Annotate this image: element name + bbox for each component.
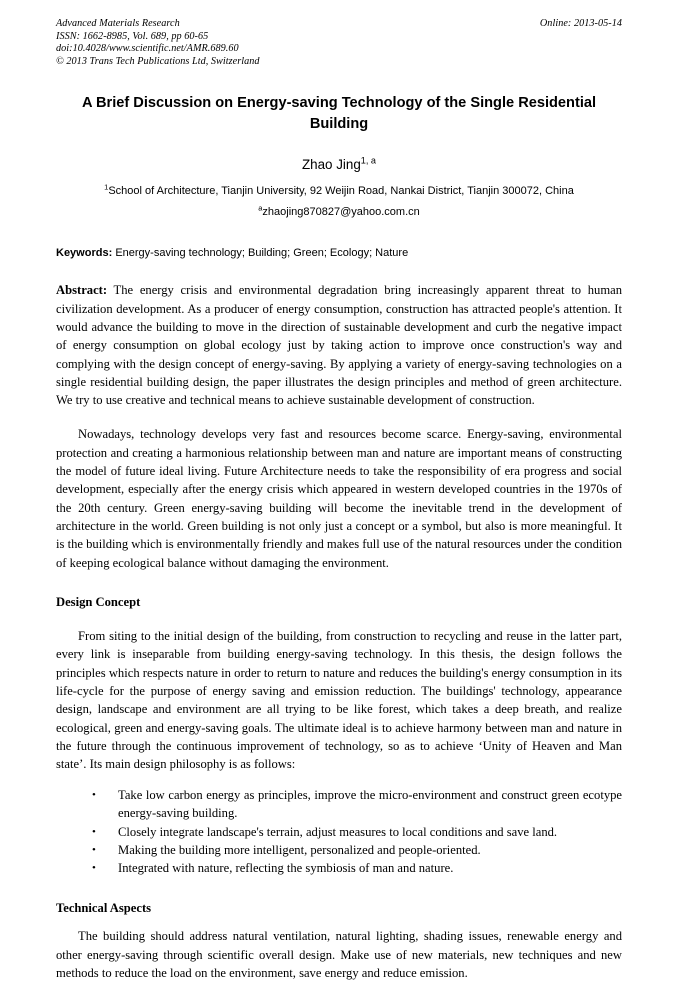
email-address: zhaojing870827@yahoo.com.cn bbox=[262, 206, 420, 219]
abstract-block bbox=[56, 281, 622, 409]
abstract-text: The energy crisis and environmental degradation bring increasingly apparent threat to human civilization development. As a producer of energy consumption, construction has attracted people's attention. It would advance the building to move in the direction of sustainable development and curb the negative impact of energy consumption on global ecology just by taking action to improve once construction's way and complying with the design concept of energy-saving. By applying a variety of energy-saving technologies on a single residential building design, the paper illustrates the design principles and method of green architecture. We try to use creative and technical means to achieve sustainable development of construction. bbox=[56, 283, 623, 408]
keywords-value: Energy-saving technology; Building; Green; Ecology; Nature bbox=[115, 247, 409, 260]
list-item: • Integrated with nature, reflecting the symbiosis of man and nature. bbox=[56, 859, 622, 877]
list-item: • Closely integrate landscape's terrain, adjust measures to local conditions and save land. bbox=[56, 823, 622, 841]
online-date: Online: 2013-05-14 bbox=[539, 18, 622, 29]
journal-header bbox=[56, 18, 622, 68]
section-heading-design-concept: Design Concept bbox=[56, 594, 141, 609]
journal-name: Advanced Materials Research bbox=[56, 18, 180, 29]
keywords-label: Keywords: bbox=[56, 247, 113, 260]
email-line bbox=[56, 205, 622, 220]
copyright-line: © 2013 Trans Tech Publications Ltd, Switzerland bbox=[56, 55, 260, 67]
abstract-label: Abstract: bbox=[56, 283, 108, 298]
design-principles-list bbox=[56, 786, 622, 877]
email-superscript: a bbox=[258, 203, 263, 213]
intro-paragraph: Nowadays, technology develops very fast and resources become scarce. Energy-saving, environmental protection and creating a harmonious relationship between man and nature are important means of constructing the model of future ideal living. Future Architecture needs to take the responsibility of era progress and social development, especially after the energy crisis which appeared in western developed countries in the 1970s of the 20th century. Green energy-saving building will become the inevitable trend in the development of architecture in the world. Green building is not only just a concept or a symbol, but also is more meaningful. It is the building which is environmentally friendly and makes full use of the natural resources under the condition of keeping ecological balance without damaging the environment. bbox=[56, 427, 622, 570]
doi-line: doi:10.4028/www.scientific.net/AMR.689.60 bbox=[56, 43, 239, 55]
author-line bbox=[56, 157, 622, 172]
affiliation-superscript: 1 bbox=[104, 182, 109, 192]
page-title: A Brief Discussion on Energy-saving Technology of the Single Residential Building bbox=[81, 95, 597, 133]
author-superscript: 1, a bbox=[360, 155, 376, 166]
section-paragraph-technical-aspects: The building should address natural ventilation, natural lighting, shading issues, renewable energy and other energy-saving through scientific overall design. Make use of new materials, new techniques and new methods to reduce the load on the environment, save energy and reduce emission. bbox=[56, 929, 622, 980]
list-item: • Making the building more intelligent, personalized and people-oriented. bbox=[56, 841, 622, 859]
affiliation-line bbox=[56, 184, 622, 199]
author-name: Zhao Jing bbox=[301, 157, 361, 173]
list-item: • Take low carbon energy as principles, improve the micro-environment and construct green ecotype energy-saving building. bbox=[56, 786, 622, 823]
section-heading-technical-aspects: Technical Aspects bbox=[56, 900, 152, 915]
issn-volume-pages: ISSN: 1662-8985, Vol. 689, pp 60-65 bbox=[56, 30, 209, 42]
keywords-line bbox=[56, 246, 622, 261]
section-paragraph-design-concept: From siting to the initial design of the building, from construction to recycling and reuse in the latter part, every link is inseparable from building energy-saving technology. In this thesis, the design follows the principles which respects nature in order to return to nature and reduces the building's energy consumption in its life-cycle for the purpose of energy saving and emission reduction. The buildings' technology, appearance design, landscape and environment are all trying to be like forest, which takes a deep breath, and realize ecological, green and energy-saving goals. The ultimate ideal is to achieve harmony between man and nature in the future through the continuous improvement of technology, so as to achieve ‘Unity of Heaven and Man state’. Its main design philosophy is as follows: bbox=[56, 629, 622, 772]
affiliation-text: School of Architecture, Tianjin University, 92 Weijin Road, Nankai District, Tianjin 300072, China bbox=[108, 185, 574, 198]
